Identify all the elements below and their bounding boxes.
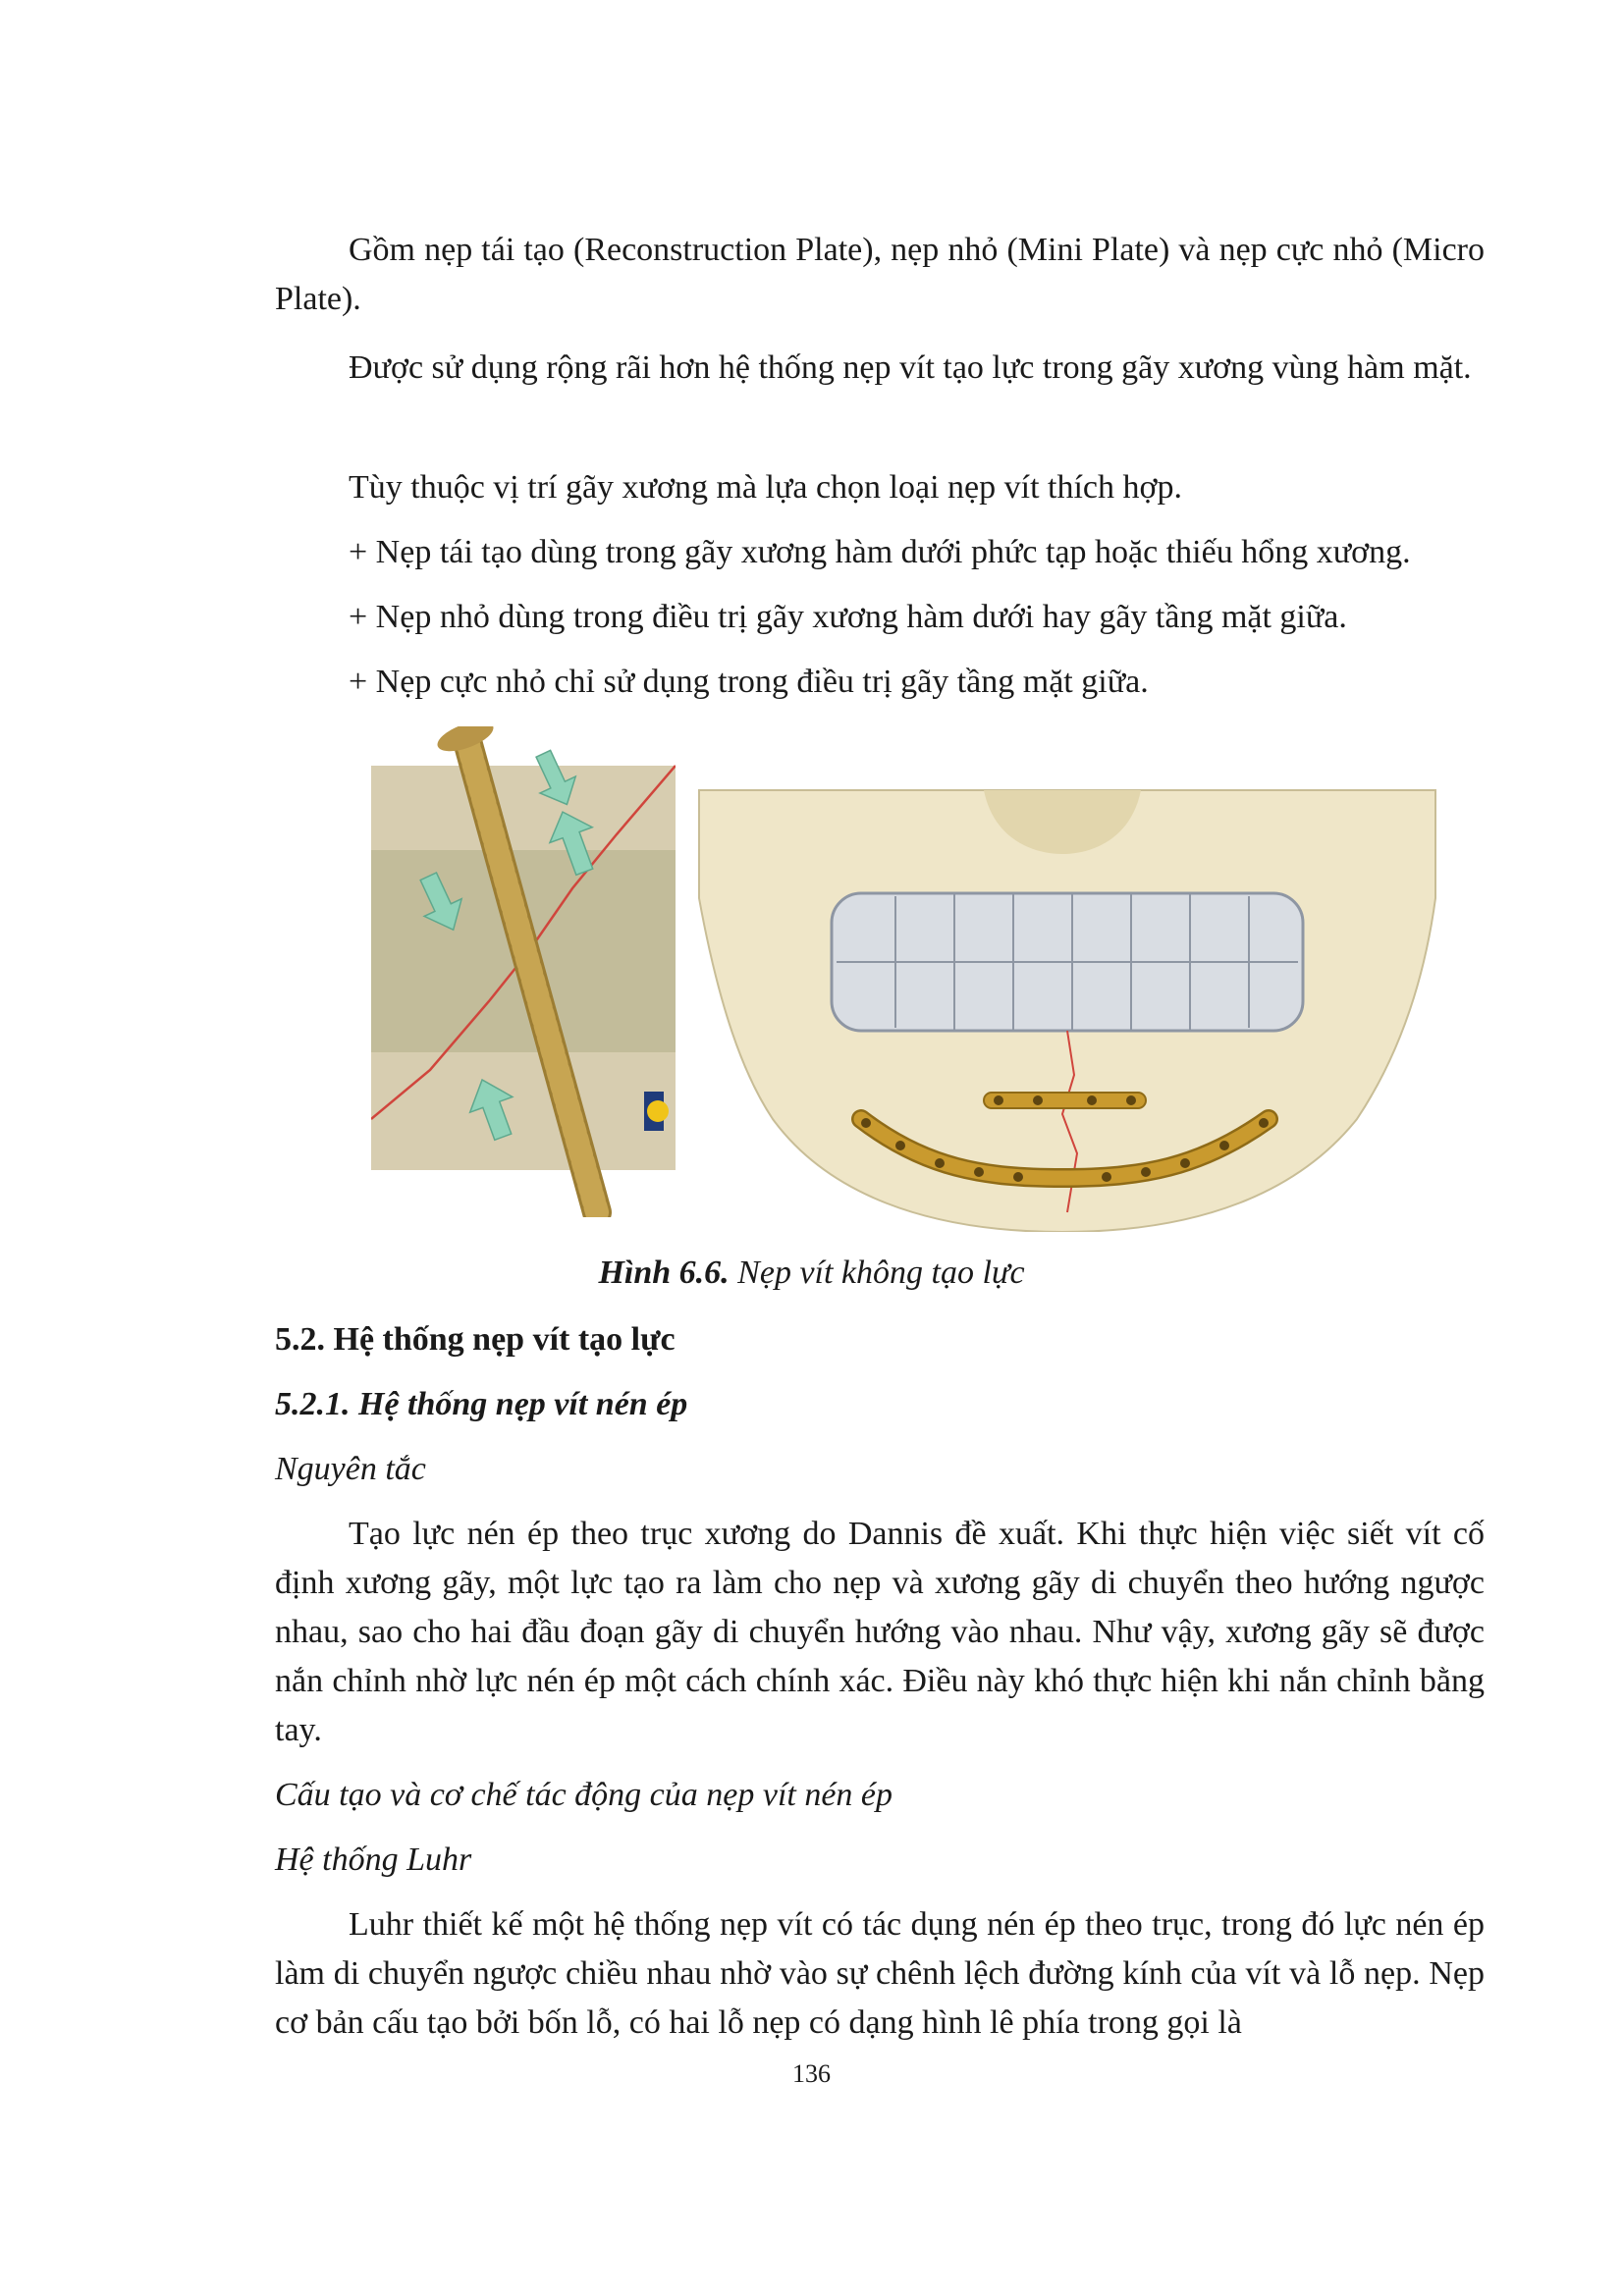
figure-screw-illustration (371, 726, 676, 1217)
subheading-principle: Nguyên tắc (275, 1451, 426, 1487)
section-heading-5-2: 5.2. Hệ thống nẹp vít tạo lực (275, 1321, 676, 1358)
paragraph-selection: Tùy thuộc vị trí gãy xương mà lựa chọn loại nẹp vít thích hợp. (349, 469, 1182, 506)
page-number: 136 (792, 2059, 831, 2088)
figure-mandible-plates (689, 780, 1445, 1232)
figure-caption (0, 1249, 1623, 1298)
bullet-mini: + Nẹp nhỏ dùng trong điều trị gãy xương hàm dưới hay gãy tầng mặt giữa. (349, 599, 1347, 635)
section-heading-5-2-1: 5.2.1. Hệ thống nẹp vít nén ép (275, 1386, 688, 1422)
caption-label: Hình 6.6. (598, 1255, 730, 1291)
bone-cortex-bottom (371, 1052, 676, 1170)
caption-text: Nẹp vít không tạo lực (729, 1255, 1025, 1291)
bullet-reconstruction: + Nẹp tái tạo dùng trong gãy xương hàm dưới phức tạp hoặc thiếu hổng xương. (349, 534, 1411, 570)
paragraph-principle: Tạo lực nén ép theo trục xương do Dannis đề xuất. Khi thực hiện việc siết vít cố định xương gãy, một lực tạo ra làm cho nẹp và xương gãy di chuyển theo hướng ngược nhau, sao cho hai đầu đoạn gãy di chuyển hướng vào nhau. Như vậy, xương gãy sẽ được nắn chỉnh nhờ lực nén ép một cách chính xác. Điều này khó thực hiện khi nắn chỉnh bằng tay. (275, 1516, 1485, 1748)
miniplate-upper (984, 1093, 1146, 1108)
bullet-micro: + Nẹp cực nhỏ chỉ sử dụng trong điều trị gãy tầng mặt giữa. (349, 664, 1149, 700)
bone-cortex-top (371, 766, 676, 850)
paragraph-usage: Được sử dụng rộng rãi hơn hệ thống nẹp vít tạo lực trong gãy xương vùng hàm mặt. (349, 349, 1472, 386)
paragraph-plate-types: Gồm nẹp tái tạo (Reconstruction Plate), nẹp nhỏ (Mini Plate) và nẹp cực nhỏ (Micro Plate). (275, 232, 1485, 317)
subheading-luhr: Hệ thống Luhr (275, 1842, 472, 1878)
subheading-structure: Cấu tạo và cơ chế tác động của nẹp vít nén ép (275, 1777, 893, 1813)
paragraph-luhr: Luhr thiết kế một hệ thống nẹp vít có tác dụng nén ép theo trục, trong đó lực nén ép làm di chuyển ngược chiều nhau nhờ vào sự chênh lệch đường kính của vít và lỗ nẹp. Nẹp cơ bản cấu tạo bởi bốn lỗ, có hai lỗ nẹp có dạng hình lê phía trong gọi là (275, 1906, 1485, 2041)
